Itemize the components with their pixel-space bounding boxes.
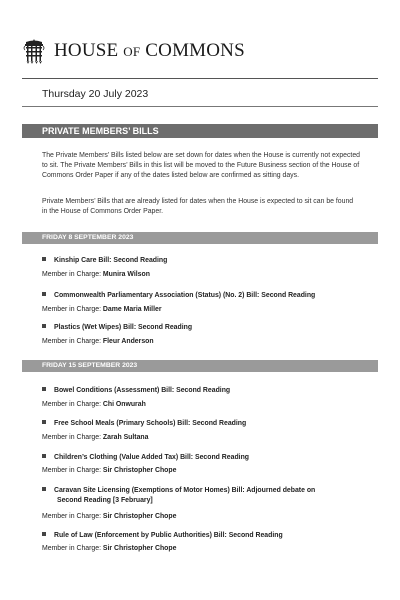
bill-title: Rule of Law (Enforcement by Public Authorities) Bill: Second Reading — [42, 531, 360, 541]
intro-paragraph-1: The Private Members’ Bills listed below are set down for dates when the House is currently not expected to sit. The Private Members’ Bills in this list will be moved to the Future Business section of the House of Commons Order Paper if any of the dates listed below are confirmed as sitting days. — [42, 152, 361, 179]
member-in-charge: Member in Charge: Munira Wilson — [42, 271, 150, 278]
house-of-commons-header — [22, 38, 245, 64]
bullet-square-icon — [42, 324, 46, 328]
bullet-square-icon — [42, 387, 46, 391]
bullet-square-icon — [42, 487, 46, 491]
title-commons: COMMONS — [145, 40, 245, 61]
member-in-charge: Member in Charge: Fleur Anderson — [42, 338, 154, 345]
bill-title: Bowel Conditions (Assessment) Bill: Second Reading — [42, 386, 360, 396]
member-in-charge: Member in Charge: Zarah Sultana — [42, 434, 149, 441]
day-heading: FRIDAY 15 SEPTEMBER 2023 — [22, 360, 378, 372]
bill-title: Commonwealth Parliamentary Association (Status) (No. 2) Bill: Second Reading — [42, 291, 360, 301]
bullet-square-icon — [42, 292, 46, 296]
bullet-square-icon — [42, 420, 46, 424]
bullet-square-icon — [42, 454, 46, 458]
member-in-charge: Member in Charge: Sir Christopher Chope — [42, 545, 177, 552]
title-house: HOUSE — [54, 40, 119, 61]
member-in-charge: Member in Charge: Dame Maria Miller — [42, 306, 162, 313]
date-divider — [22, 106, 378, 107]
member-in-charge: Member in Charge: Chi Onwurah — [42, 401, 146, 408]
portcullis-logo-icon — [22, 38, 46, 64]
bullet-square-icon — [42, 532, 46, 536]
intro-paragraph-2: Private Members’ Bills that are already listed for dates when the House is expected to sit can be found in the House of Commons Order Paper. — [42, 198, 354, 215]
member-in-charge: Member in Charge: Sir Christopher Chope — [42, 513, 177, 520]
bill-title: Plastics (Wet Wipes) Bill: Second Reading — [42, 323, 360, 333]
bullet-square-icon — [42, 257, 46, 261]
bill-title: Kinship Care Bill: Second Reading — [42, 256, 360, 266]
house-of-commons-title — [54, 40, 245, 62]
section-title: PRIVATE MEMBERS’ BILLS — [22, 124, 378, 138]
document-date: Thursday 20 July 2023 — [42, 88, 149, 100]
day-heading: FRIDAY 8 SEPTEMBER 2023 — [22, 232, 378, 244]
bill-title: Free School Meals (Primary Schools) Bill: Second Reading — [42, 419, 360, 429]
bill-title: Children’s Clothing (Value Added Tax) Bill: Second Reading — [42, 453, 360, 463]
title-of: OF — [123, 44, 141, 59]
header-divider — [22, 78, 378, 79]
member-in-charge: Member in Charge: Sir Christopher Chope — [42, 467, 177, 474]
bill-title: Caravan Site Licensing (Exemptions of Motor Homes) Bill: Adjourned debate on Second Reading [3 February] — [42, 486, 360, 506]
